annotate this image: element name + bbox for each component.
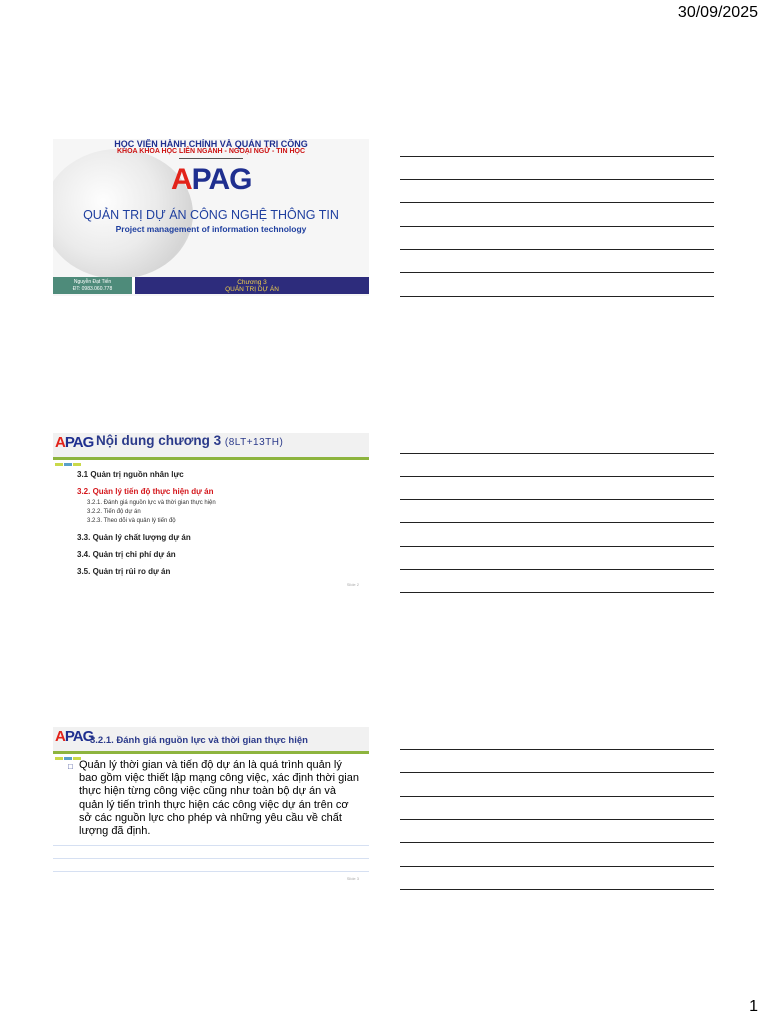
green-band <box>53 457 369 460</box>
slide-3-body <box>69 759 361 838</box>
note-line <box>400 296 714 297</box>
slide-3-header <box>53 727 369 751</box>
institute-name: HỌC VIỆN HÀNH CHÍNH VÀ QUẢN TRỊ CÔNG <box>114 139 308 149</box>
slide-2-header <box>53 433 369 457</box>
toc-item: 3.1 Quản trị nguồn nhân lực <box>77 470 184 479</box>
toc-subitem: 3.2.2. Tiến độ dự án <box>87 509 141 515</box>
slide-3-title: 3.2.1. Đánh giá nguồn lực và thời gian thực hiện <box>90 735 308 746</box>
note-line <box>400 546 714 547</box>
chapter-contents <box>77 469 362 583</box>
note-line <box>400 569 714 570</box>
toc-item: 3.5. Quản trị rủi ro dự án <box>77 567 171 576</box>
author-name: Nguyễn Đạt Tiến <box>73 279 112 285</box>
apag-logo: APAG <box>55 728 94 745</box>
note-line <box>400 889 714 890</box>
color-tag <box>55 453 83 456</box>
author-box <box>53 277 132 294</box>
apag-logo: APAG <box>171 163 252 196</box>
author-phone: ĐT: 0983.060.778 <box>72 286 113 292</box>
chapter-title: QUẢN TRỊ DỰ ÁN <box>225 286 279 293</box>
note-line <box>400 476 714 477</box>
note-line <box>400 499 714 500</box>
toc-item: 3.3. Quản lý chất lượng dự án <box>77 533 191 542</box>
note-line <box>400 272 714 273</box>
note-line <box>400 772 714 773</box>
page-number: 1 <box>749 998 758 1015</box>
slide-1-footer <box>53 277 369 294</box>
ruled-line <box>53 858 369 859</box>
note-line <box>400 592 714 593</box>
slide-page-mark: Slide 2 <box>346 582 359 587</box>
faculty-name: KHOA KHOA HỌC LIÊN NGÀNH - NGOẠI NGỮ - TIN HỌC <box>116 148 306 155</box>
note-line <box>400 842 714 843</box>
note-line <box>400 866 714 867</box>
slide-2-title: Nội dung chương 3 (8LT+13TH) <box>96 433 284 448</box>
note-line <box>400 819 714 820</box>
slide-page-mark: Slide 3 <box>346 876 359 881</box>
toc-item: 3.4. Quản trị chi phí dự án <box>77 550 176 559</box>
color-tag <box>55 747 83 750</box>
square-bullet-icon: □ <box>68 762 73 771</box>
chapter-box <box>135 277 369 294</box>
note-line <box>400 796 714 797</box>
green-band <box>53 751 369 754</box>
slide-1-thumbnail <box>53 139 369 296</box>
slide-3-thumbnail <box>53 727 369 884</box>
print-date: 30/09/2025 <box>677 4 758 21</box>
note-line <box>400 249 714 250</box>
ruled-line <box>53 871 369 872</box>
apag-logo: APAG <box>55 434 94 451</box>
chapter-number: Chương 3 <box>237 279 267 286</box>
toc-subitem: 3.2.3. Theo dõi và quản lý tiến độ <box>87 518 176 524</box>
note-line <box>400 156 714 157</box>
note-line <box>400 202 714 203</box>
slide-3-paragraph: Quản lý thời gian và tiến độ dự án là quá trình quản lý bao gồm việc thiết lập mạng công việc, xác định thời gian thực hiện từng công việc cũng như toàn bộ dự án và quản lý tiến trình thực hiện các công việc dự án trên cơ sở các nguồn lực cho phép và những yêu cầu về chất lượng đã định. <box>79 759 359 838</box>
note-line <box>400 522 714 523</box>
note-line <box>400 226 714 227</box>
course-title: QUẢN TRỊ DỰ ÁN CÔNG NGHỆ THÔNG TIN <box>83 208 339 222</box>
course-subtitle: Project management of information technology <box>115 224 307 234</box>
slide-2-thumbnail <box>53 433 369 590</box>
title-divider <box>179 158 243 159</box>
note-line <box>400 749 714 750</box>
toc-item-active: 3.2. Quản lý tiến độ thực hiện dự án <box>77 487 214 496</box>
note-line <box>400 453 714 454</box>
ruled-line <box>53 845 369 846</box>
note-line <box>400 179 714 180</box>
toc-subitem: 3.2.1. Đánh giá nguồn lực và thời gian thực hiện <box>87 500 216 506</box>
